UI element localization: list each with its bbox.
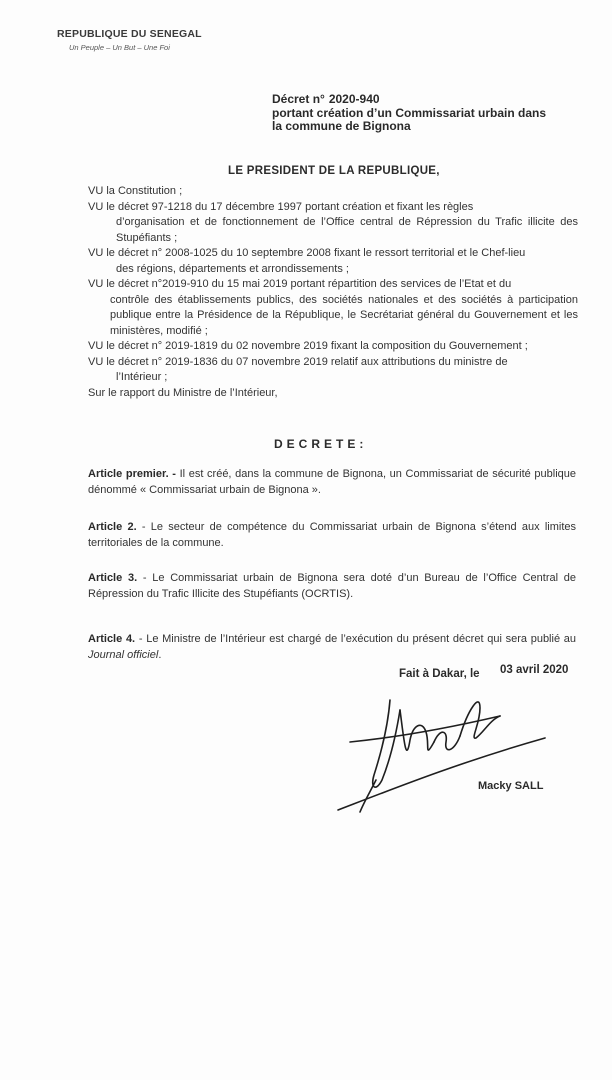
visa-item bbox=[88, 355, 578, 386]
visa-item bbox=[88, 339, 578, 355]
signature-stroke bbox=[434, 732, 460, 749]
visa-text: VU la Constitution ; bbox=[88, 185, 183, 197]
decree-title-line-2: portant création d’un Commissariat urbain dans bbox=[272, 105, 547, 120]
signature-stroke bbox=[373, 700, 400, 787]
decree-number: 2020-940 bbox=[328, 92, 380, 106]
visa-continuation: des régions, départements et arrondissements ; bbox=[116, 262, 349, 275]
visa-text: VU le décret 97-1218 du 17 décembre 1997 portant création et fixant les règles bbox=[88, 200, 474, 213]
decree-label: Décret n° bbox=[272, 92, 325, 106]
visa-item bbox=[88, 246, 578, 277]
visa-item bbox=[88, 386, 578, 402]
article-premier bbox=[88, 466, 576, 498]
signature-date: 03 avril 2020 bbox=[500, 664, 569, 676]
handwritten-signature bbox=[330, 680, 580, 820]
president-heading: LE PRESIDENT DE LA REPUBLIQUE, bbox=[228, 165, 440, 177]
decree-title bbox=[272, 93, 572, 134]
national-motto: Un Peuple – Un But – Une Foi bbox=[69, 43, 170, 52]
visa-item bbox=[88, 200, 578, 247]
visa-continuation: l’Intérieur ; bbox=[116, 371, 168, 383]
article-text-end: . bbox=[158, 649, 162, 661]
letterhead bbox=[57, 28, 202, 52]
decree-title-line-3: la commune de Bignona bbox=[272, 119, 411, 133]
country-name: REPUBLIQUE DU SENEGAL bbox=[57, 28, 202, 40]
signature-stroke bbox=[338, 738, 545, 810]
visa-continuation: contrôle des établissements publics, des sociétés nationales et des sociétés à participation publique entre la Présidence de la République, le Secrétariat général du Gouvernement et les ministères, modifié ; bbox=[110, 293, 578, 337]
visas-list bbox=[88, 184, 578, 401]
article-label: Article 2. bbox=[88, 521, 137, 533]
visa-text: Sur le rapport du Ministre de l’Intérieur, bbox=[88, 386, 278, 399]
visa-text: VU le décret n° 2019-1836 du 07 novembre 2019 relatif aux attributions du ministre de bbox=[88, 355, 508, 368]
visa-text: VU le décret n°2019-910 du 15 mai 2019 portant répartition des services de l’Etat et du bbox=[88, 278, 512, 290]
visa-item bbox=[88, 277, 578, 339]
place-line: Fait à Dakar, le bbox=[399, 668, 480, 680]
article-text: - Le Ministre de l’Intérieur est chargé de l’exécution du présent décret qui sera publié au bbox=[135, 633, 577, 645]
article-3 bbox=[88, 570, 576, 602]
article-label: Article 3. bbox=[88, 572, 138, 584]
signatory-name: Macky SALL bbox=[478, 780, 544, 792]
decree-number-line bbox=[272, 93, 572, 107]
visa-continuation: d’organisation et de fonctionnement de l’Office central de Répression du Trafic illicite des Stupéfiants ; bbox=[116, 216, 578, 244]
visa-text: VU le décret n° 2008-1025 du 10 septembre 2008 fixant le ressort territorial et le Chef-lieu bbox=[88, 247, 526, 259]
article-4 bbox=[88, 631, 576, 663]
visa-item bbox=[88, 184, 578, 200]
article-text: Il est créé, dans la commune de Bignona, un Commissariat de sécurité publique dénommé « Commissariat urbain de Bignona ». bbox=[88, 468, 576, 496]
article-text: - Le Commissariat urbain de Bignona sera doté d’un Bureau de l’Office Central de Répression du Trafic Illicite des Stupéfiants (OCRTIS). bbox=[88, 572, 576, 600]
journal-officiel: Journal officiel bbox=[88, 649, 159, 661]
article-label: Article premier. - bbox=[88, 468, 176, 480]
article-text: - Le secteur de compétence du Commissariat urbain de Bignona s’étend aux limites territoriales de la commune. bbox=[88, 521, 576, 549]
decrete-heading: DECRETE: bbox=[274, 437, 368, 451]
article-2 bbox=[88, 519, 576, 551]
visa-text: VU le décret n° 2019-1819 du 02 novembre 2019 fixant la composition du Gouvernement ; bbox=[88, 340, 528, 352]
article-label: Article 4. bbox=[88, 633, 136, 645]
